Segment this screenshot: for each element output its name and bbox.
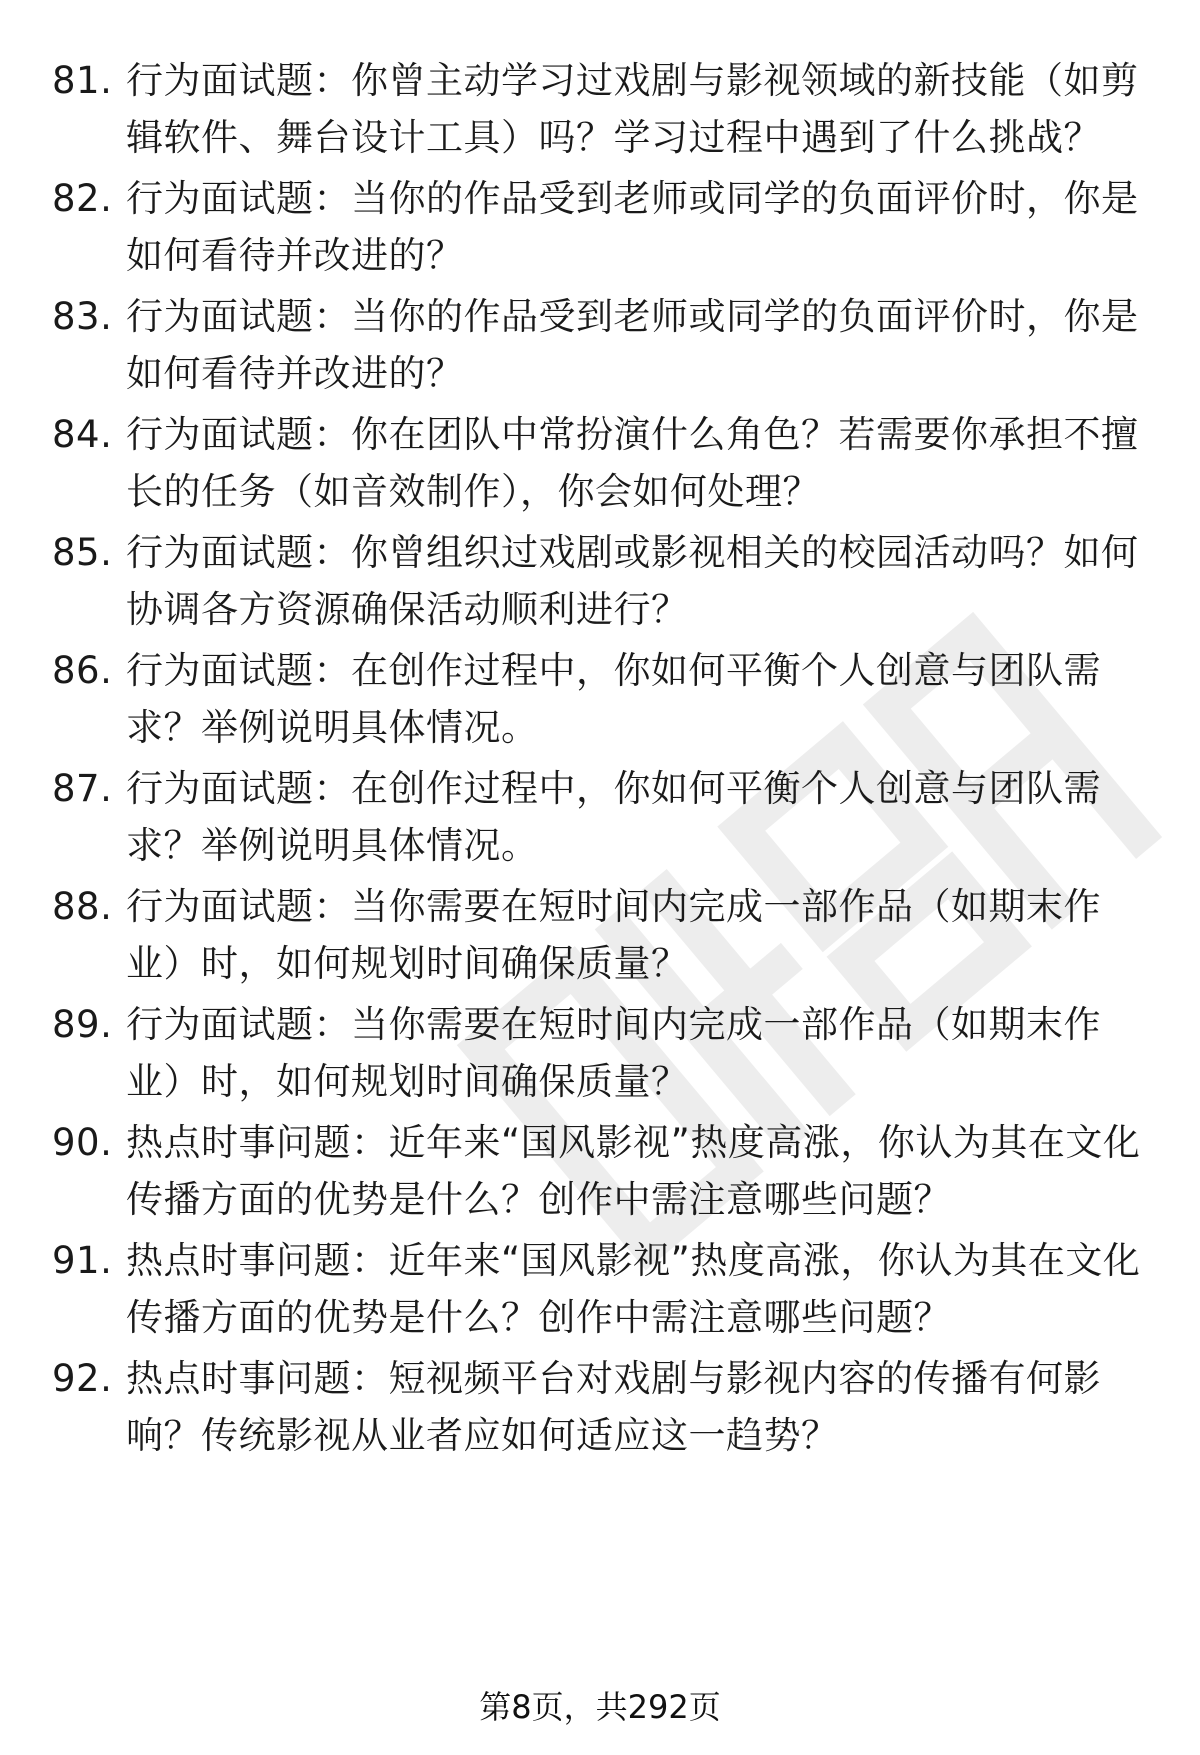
- question-number: 87.: [52, 767, 113, 810]
- question-text: 热点时事问题：近年来“国风影视”热度高涨，你认为其在文化传播方面的优势是什么？创作中需注意哪些问题？: [126, 1239, 1141, 1339]
- question-text: 行为面试题：你曾组织过戏剧或影视相关的校园活动吗？如何协调各方资源确保活动顺利进行？: [126, 531, 1139, 631]
- question-text: 热点时事问题：近年来“国风影视”热度高涨，你认为其在文化传播方面的优势是什么？创作中需注意哪些问题？: [126, 1121, 1141, 1221]
- question-number: 83.: [52, 295, 113, 338]
- question-number: 84.: [52, 413, 113, 456]
- page-number-label: 第8页，共292页: [479, 1688, 721, 1726]
- question-number: 89.: [52, 1003, 113, 1046]
- question-number: 91.: [52, 1239, 113, 1282]
- question-number: 85.: [52, 531, 113, 574]
- question-text: 行为面试题：当你的作品受到老师或同学的负面评价时，你是如何看待并改进的？: [126, 295, 1139, 395]
- question-number: 86.: [52, 649, 113, 692]
- question-text: 行为面试题：你在团队中常扮演什么角色？若需要你承担不擅长的任务（如音效制作），你会如何处理？: [126, 413, 1139, 513]
- question-text: 热点时事问题：短视频平台对戏剧与影视内容的传播有何影响？传统影视从业者应如何适应这一趋势？: [126, 1357, 1101, 1457]
- page-footer: [0, 1682, 1200, 1728]
- question-text: 行为面试题：当你的作品受到老师或同学的负面评价时，你是如何看待并改进的？: [126, 177, 1139, 277]
- question-text: 行为面试题：当你需要在短时间内完成一部作品（如期末作业）时，如何规划时间确保质量？: [126, 1003, 1101, 1103]
- question-text: 行为面试题：你曾主动学习过戏剧与影视领域的新技能（如剪辑软件、舞台设计工具）吗？学习过程中遇到了什么挑战？: [126, 59, 1139, 159]
- question-number: 88.: [52, 885, 113, 928]
- question-number: 82.: [52, 177, 113, 220]
- question-text: 行为面试题：在创作过程中，你如何平衡个人创意与团队需求？举例说明具体情况。: [126, 649, 1101, 749]
- question-number: 81.: [52, 59, 113, 102]
- question-text: 行为面试题：当你需要在短时间内完成一部作品（如期末作业）时，如何规划时间确保质量？: [126, 885, 1101, 985]
- question-number: 92.: [52, 1357, 113, 1400]
- question-text: 行为面试题：在创作过程中，你如何平衡个人创意与团队需求？举例说明具体情况。: [126, 767, 1101, 867]
- question-number: 90.: [52, 1121, 113, 1164]
